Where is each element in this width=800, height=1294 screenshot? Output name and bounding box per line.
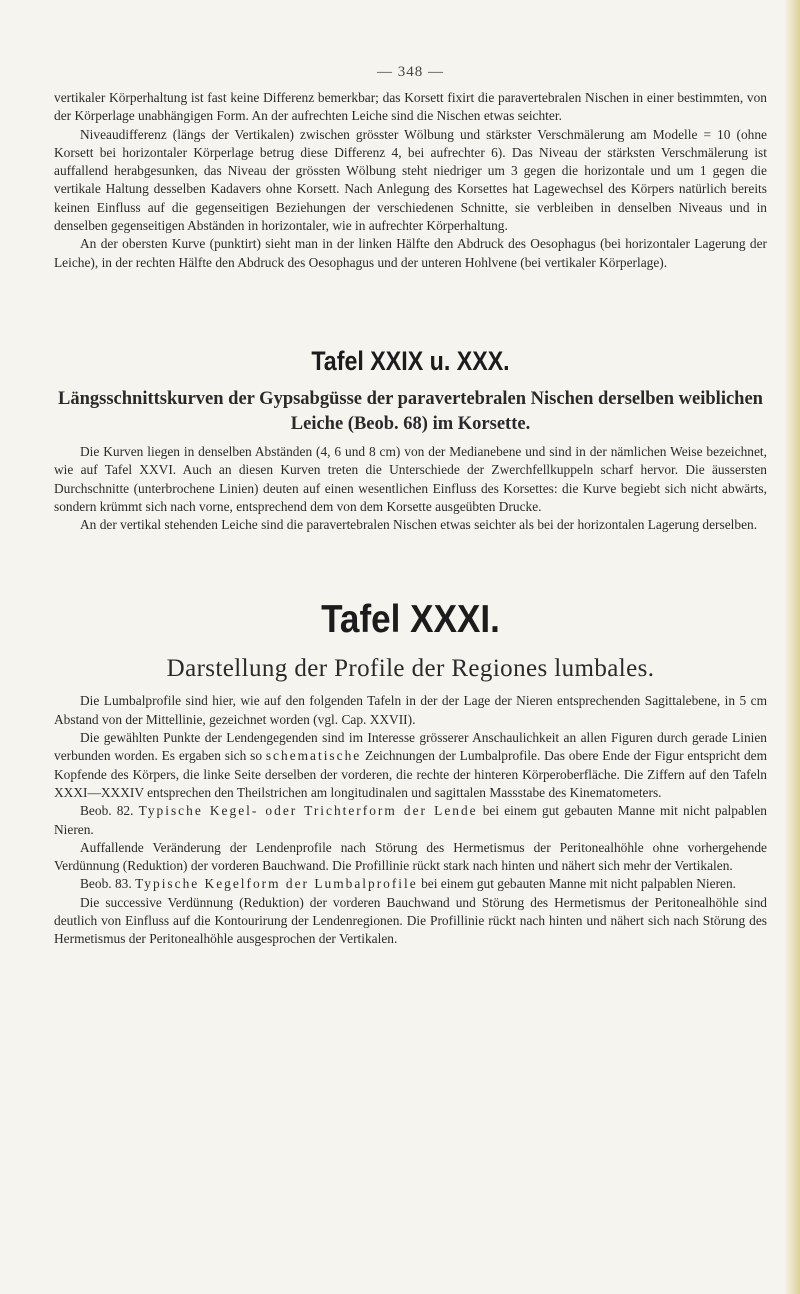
emphasis-text: schematische bbox=[265, 748, 362, 764]
section2-paragraph-2 bbox=[54, 729, 767, 802]
observation-83 bbox=[54, 875, 767, 893]
observation-label: Beob. 83. bbox=[80, 876, 132, 892]
text-run: Die gewählten Punkte der Lendengegenden sind im Interesse grösserer Anschaulichkeit an allen Figuren durch gerade Linien verbunden worden. Es ergaben sich so bbox=[54, 730, 767, 764]
text-run: Zeichnungen der Lumbalprofile. Das obere Ende der Figur entspricht dem Kopfende des Körpers, die linke Seite derselben der vorderen, die rechte der hinteren Körperoberfläche. Die Ziffern auf den Tafeln XXXI—XXXIV entsprechen den Theilstrichen am longitudinalen und sagittalen Massstabe des Kinematometers. bbox=[54, 748, 767, 800]
intro-paragraph-1: vertikaler Körperhaltung ist fast keine Differenz bemerkbar; das Korsett fixirt die paravertebralen Nischen in einer bestimmten, von der Körperlage unabhängigen Form. An der aufrechten Leiche sind die Nischen etwas seichter. bbox=[54, 90, 767, 124]
intro-paragraph-2: Niveaudifferenz (längs der Vertikalen) zwischen grösster Wölbung und stärkster Verschmälerung am Modelle = 10 (ohne Korsett bei horizontaler Körperlage betrug diese Differenz 4, bei aufrechter 6). Das Niveau der stärksten Verschmälerung ist auffallend herabgesunken, das Niveau der grössten Wölbung steht niedriger um 3 gegen die horizontale und um 1 gegen die vertikale Haltung desselben Kadavers ohne Korsett. Nach Anlegung des Korsettes hat Lagewechsel des Körpers natürlich bereits keinen Einfluss auf die gegenseitigen Beziehungen der verschiedenen Schnitte, sie verbleiben in denselben Niveaus und in denselben gegenseitigen Abständen in horizontaler, wie in aufrechter Körperhaltung. bbox=[54, 126, 767, 234]
section2-paragraph-4: Auffallende Veränderung der Lendenprofile nach Störung des Hermetismus der Peritonealhöhle ohne vorhergehende Verdünnung (Reduktion) der vorderen Bauchwand. Die Profillinie rückt stark nach hinten und nähert sich mehr der Vertikalen. bbox=[54, 839, 767, 874]
section-subheading-profile: Darstellung der Profile der Regiones lumbales. bbox=[166, 655, 655, 683]
page-edge-shading bbox=[784, 0, 800, 1294]
document-page bbox=[54, 64, 767, 949]
page-number: — 348 — bbox=[377, 64, 444, 80]
intro-paragraph-3: An der obersten Kurve (punktirt) sieht man in der linken Hälfte den Abdruck des Oesophagus (bei horizontaler Lagerung der Leiche), in der rechten Hälfte den Abdruck des Oesophagus und der unteren Hohlvene (bei vertikaler Körperlage). bbox=[54, 236, 767, 270]
observation-82 bbox=[54, 802, 767, 839]
section-heading-tafel-29-30: Tafel XXIX u. XXX. bbox=[311, 345, 510, 376]
emphasis-text: Typische Kegelform der Lumbalprofile bbox=[135, 876, 418, 892]
section-heading-tafel-31: Tafel XXXI. bbox=[321, 598, 500, 642]
text-run: bei einem gut gebauten Manne mit nicht palpablen Nieren. bbox=[54, 803, 767, 837]
section1-paragraph-1: Die Kurven liegen in denselben Abständen (4, 6 und 8 cm) von der Medianebene und sind in der nämlichen Weise bezeichnet, wie auf Tafel XXVI. Auch an diesen Kurven treten die Unterschiede der Zwerchfellkuppeln scharf hervor. Die äussersten Durchschnitte (unterbrochene Linien) deuten auf einen wesentlichen Einfluss des Korsettes: die Kurve begiebt sich nicht abwärts, sondern krümmt sich nach vorne, entsprechend dem von dem Korsette ausgeübten Drucke. bbox=[54, 443, 767, 514]
observation-label: Beob. 82. bbox=[80, 803, 134, 819]
emphasis-text: Typische Kegel- oder Trichterform der Lende bbox=[138, 803, 478, 819]
text-run: bei einem gut gebauten Manne mit nicht palpablen Nieren. bbox=[421, 876, 737, 892]
section1-paragraph-2: An der vertikal stehenden Leiche sind die paravertebralen Nischen etwas seichter als bei der horizontalen Lagerung derselben. bbox=[80, 517, 758, 533]
section2-paragraph-6: Die successive Verdünnung (Reduktion) der vorderen Bauchwand und Störung des Hermetismus der Peritonealhöhle sind deutlich von Einfluss auf die Kontourirung der Lendenregionen. Die Profillinie rückt nach hinten und nähert sich nach Störung des Hermetismus der Peritonealhöhle ausgesprochen der Vertikalen. bbox=[54, 894, 767, 947]
section-subheading-laengsschnitt: Längsschnittskurven der Gypsabgüsse der paravertebralen Nischen derselben weiblichen Leiche (Beob. 68) im Korsette. bbox=[58, 388, 763, 434]
section2-paragraph-1: Die Lumbalprofile sind hier, wie auf den folgenden Tafeln in der der Lage der Nieren entsprechenden Sagittalebene, in 5 cm Abstand von der Mittellinie, gezeichnet worden (vgl. Cap. XXVII). bbox=[54, 693, 767, 727]
